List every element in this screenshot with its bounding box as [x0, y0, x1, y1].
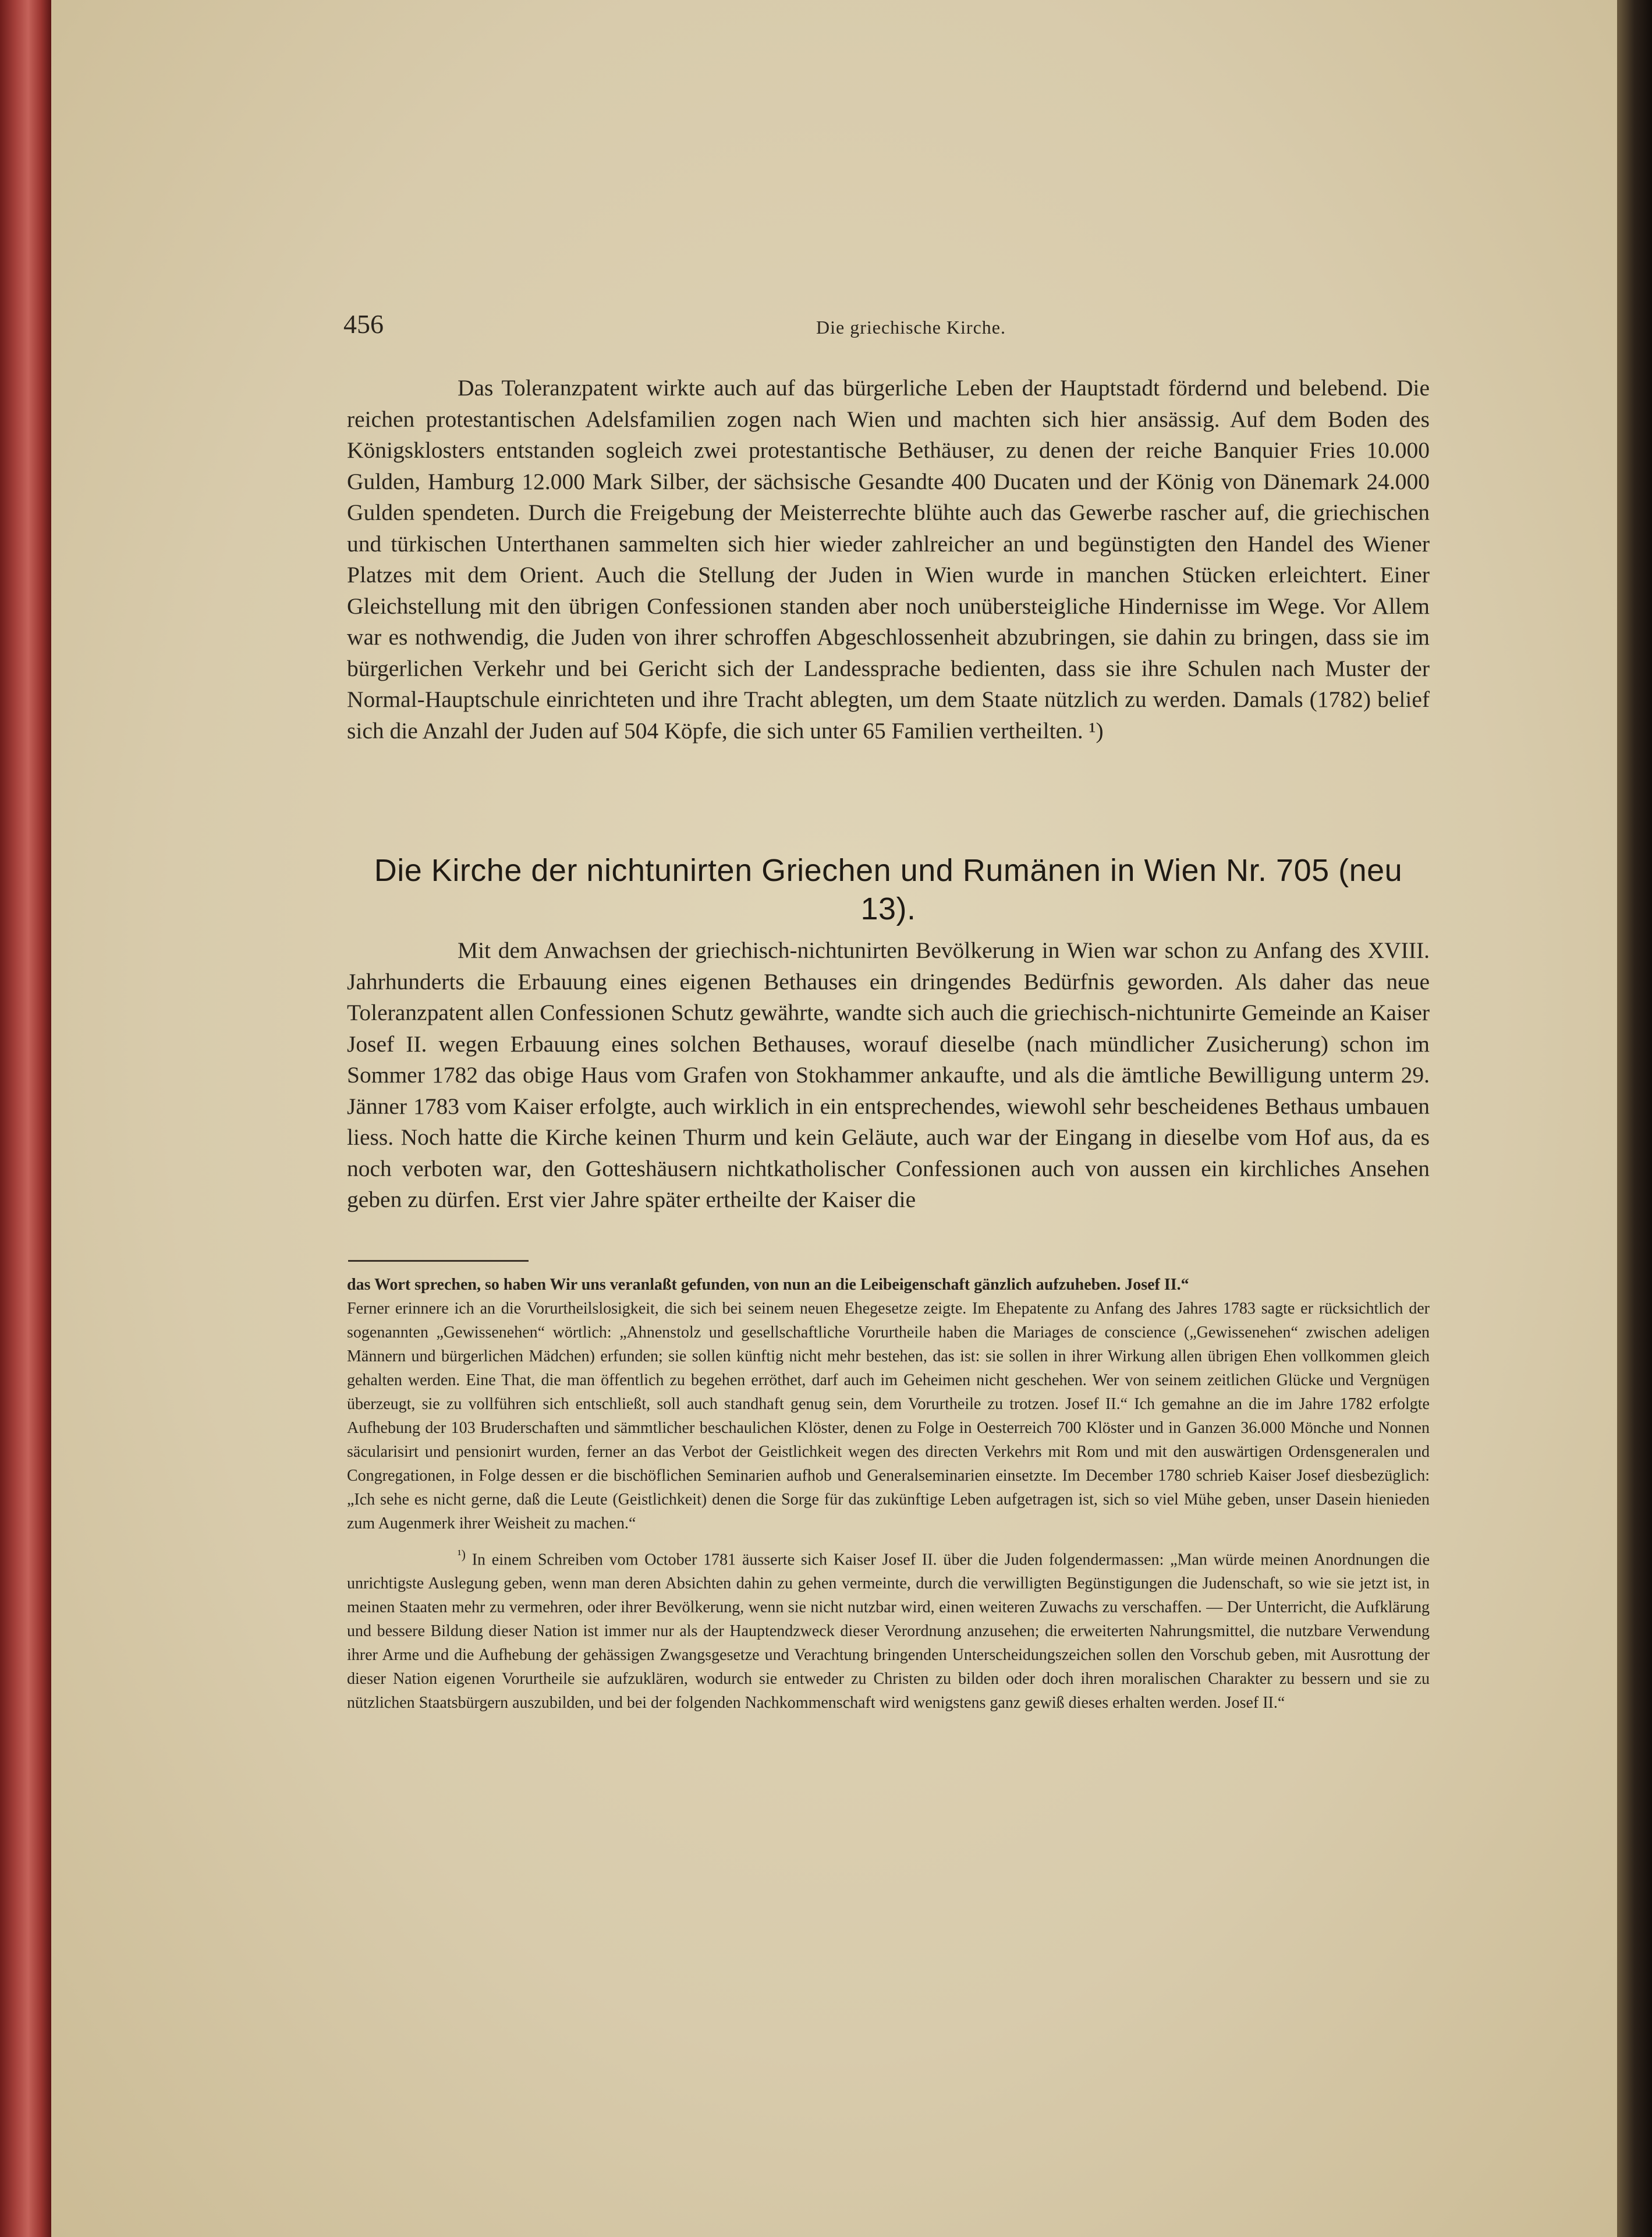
paragraph-toleranzpatent: Das Toleranzpatent wirkte auch auf das bürgerliche Leben der Hauptstadt fördernd und belebend. Die reichen protestantischen Adelsfamilien zogen nach Wien und machten sich hier ansässig. Auf dem Boden des Königsklosters entstanden sogleich zwei protestantische Bethäuser, zu denen der reiche Banquier Fries 10.000 Gulden, Hamburg 12.000 Mark Silber, der sächsische Gesandte 400 Ducaten und der König von Dänemark 24.000 Gulden spendeten. Durch die Freigebung der Meisterrechte blühte auch das Gewerbe rascher auf, die griechischen und türkischen Unterthanen sammelten sich hier wieder zahlreicher an und begünstigten den Handel des Wiener Platzes mit dem Orient. Auch die Stellung der Juden in Wien wurde in manchen Stücken erleichtert. Einer Gleichstellung mit den übrigen Confessionen standen aber noch unübersteigliche Hindernisse im Wege. Vor Allem war es nothwendig, die Juden von ihrer schroffen Abgeschlossenheit abzubringen, sie dahin zu bringen, dass sie im bürgerlichen Verkehr und bei Gericht sich der Landessprache bedienten, dass sie ihre Schulen nach Muster der Normal-Hauptschule einrichteten und ihre Tracht ablegten, um dem Staate nützlich zu werden. Damals (1782) belief sich die Anzahl der Juden auf 504 Köpfe, die sich unter 65 Familien vertheilten. ¹)	[347, 375, 1430, 744]
book-spine	[0, 0, 51, 2237]
footnote-1-mark: ¹)	[458, 1547, 466, 1562]
page-header	[343, 309, 1479, 355]
running-title: Die griechische Kirche.	[816, 317, 1006, 338]
footnote-1	[347, 1542, 1430, 1715]
page-number: 456	[343, 309, 384, 339]
footnote-continuation: das Wort sprechen, so haben Wir uns veranlaßt gefunden, von nun an die Leibeigenschaft gänzlich aufzuheben. Josef II.“	[347, 1276, 1189, 1294]
paragraph-kirche: Mit dem Anwachsen der griechisch-nichtunirten Bevölkerung in Wien war schon zu Anfang des XVIII. Jahrhunderts die Erbauung eines eigenen Bethauses ein dringendes Bedürfnis geworden. Als daher das neue Toleranzpatent allen Confessionen Schutz gewährte, wandte sich auch die griechisch-nichtunirte Gemeinde an Kaiser Josef II. wegen Erbauung eines solchen Bethauses, worauf dieselbe (nach mündlicher Zusicherung) schon im Sommer 1782 das obige Haus vom Grafen von Stokhammer ankaufte, und als die ämtliche Bewilligung unterm 29. Jänner 1783 vom Kaiser erfolgte, auch wirklich in ein entsprechendes, wiewohl sehr bescheidenes Bethaus umbauen liess. Noch hatte die Kirche keinen Thurm und kein Geläute, auch war der Eingang in dieselbe vom Hof aus, da es noch verboten war, den Gotteshäusern nichtkatholischer Confessionen auch von aussen ein kirchliches Ansehen geben zu dürfen. Erst vier Jahre später ertheilte der Kaiser die	[347, 937, 1430, 1212]
footnote-text: Ferner erinnere ich an die Vorurtheilslosigkeit, die sich bei seinem neuen Ehegesetze zeigte. Im Ehepatente zu Anfang des Jahres 1783 sagte er rücksichtlich der sogenannten „Gewissenehen“ wörtlich: „Ahnenstolz und gesellschaftliche Vorurtheile haben die Mariages de conscience („Gewissenehen“ zwischen adeligen Männern und bürgerlichen Mädchen) erfunden; sie sollen künftig nicht mehr bestehen, das ist: sie sollen in ihrer Wirkung allen übrigen Ehen vollkommen gleich gehalten werden. Eine That, die man öffentlich zu begehen erröthet, darf auch im Geheimen nicht geschehen. Wer von seinem zeitlichen Glücke und Vergnügen überzeugt, sie zu vollführen sich entschließt, soll auch standhaft genug sein, dem Vorurtheile zu trotzen. Josef II.“ Ich gemahne an die im Jahre 1782 erfolgte Aufhebung der 103 Bruderschaften und sämmtlicher beschaulichen Klöster, denen zu Folge in Oesterreich 700 Klöster und in Ganzen 36.000 Mönche und Nonnen säcularisirt und pensionirt wurden, ferner an das Verbot der Geistlichkeit wegen des directen Verkehrs mit Rom und mit den auswärtigen Ordensgeneralen und Congregationen, in Folge dessen er die bischöflichen Seminarien aufhob und Generalseminarien einsetzte. Im December 1780 schrieb Kaiser Josef diesbezüglich: „Ich sehe es nicht gerne, daß die Leute (Geistlichkeit) denen die Sorge für das zukünftige Leben aufgetragen ist, sich so viel Mühe geben, unser Dasein hienieden zum Augenmerk ihrer Weisheit zu machen.“	[347, 1300, 1430, 1532]
footnotes	[347, 1273, 1430, 1715]
footnote-1-text: In einem Schreiben vom October 1781 äusserte sich Kaiser Josef II. über die Juden folgendermassen: „Man würde meinen Anordnungen die unrichtigste Auslegung geben, wenn man deren Absichten dahin zu gehen vermeinte, durch die verwilligten Begünstigungen die Judenschaft, so wie sie jetzt ist, in meinen Staaten mehr zu vermehren, oder ihrer Bevölkerung, wenn sie nicht nutzbar wird, einen weiteren Zuwachs zu verschaffen. — Der Unterricht, die Aufklärung und bessere Bildung dieser Nation ist immer nur als der Hauptendzweck dieser Verordnung anzusehen; die erweiterten Nahrungsmittel, die nutzbare Verwendung ihrer Arme und die Aufhebung der gehässigen Zwangsgesetze und Verachtung bringenden Unterscheidungszeichen sollen den Vorschub geben, mit Ausrottung der dieser Nation eigenen Vorurtheile sie aufzuklären, wodurch sie entweder zu Christen zu bilden oder doch ihren moralischen Charakter zu bessern und sie zu nützlichen Staatsbürgern auszubilden, und bei der folgenden Nachkommenschaft wird wenigstens ganz gewiß dieses erhalten werden. Josef II.“	[347, 1551, 1430, 1712]
section-heading: Die Kirche der nichtunirten Griechen und Rumänen in Wien Nr. 705 (neu 13).	[374, 853, 1403, 926]
body-text-top	[347, 373, 1430, 746]
page-edge-shadow	[1617, 0, 1652, 2237]
body-text-bottom	[347, 935, 1430, 1216]
footnote-divider	[348, 1260, 529, 1262]
